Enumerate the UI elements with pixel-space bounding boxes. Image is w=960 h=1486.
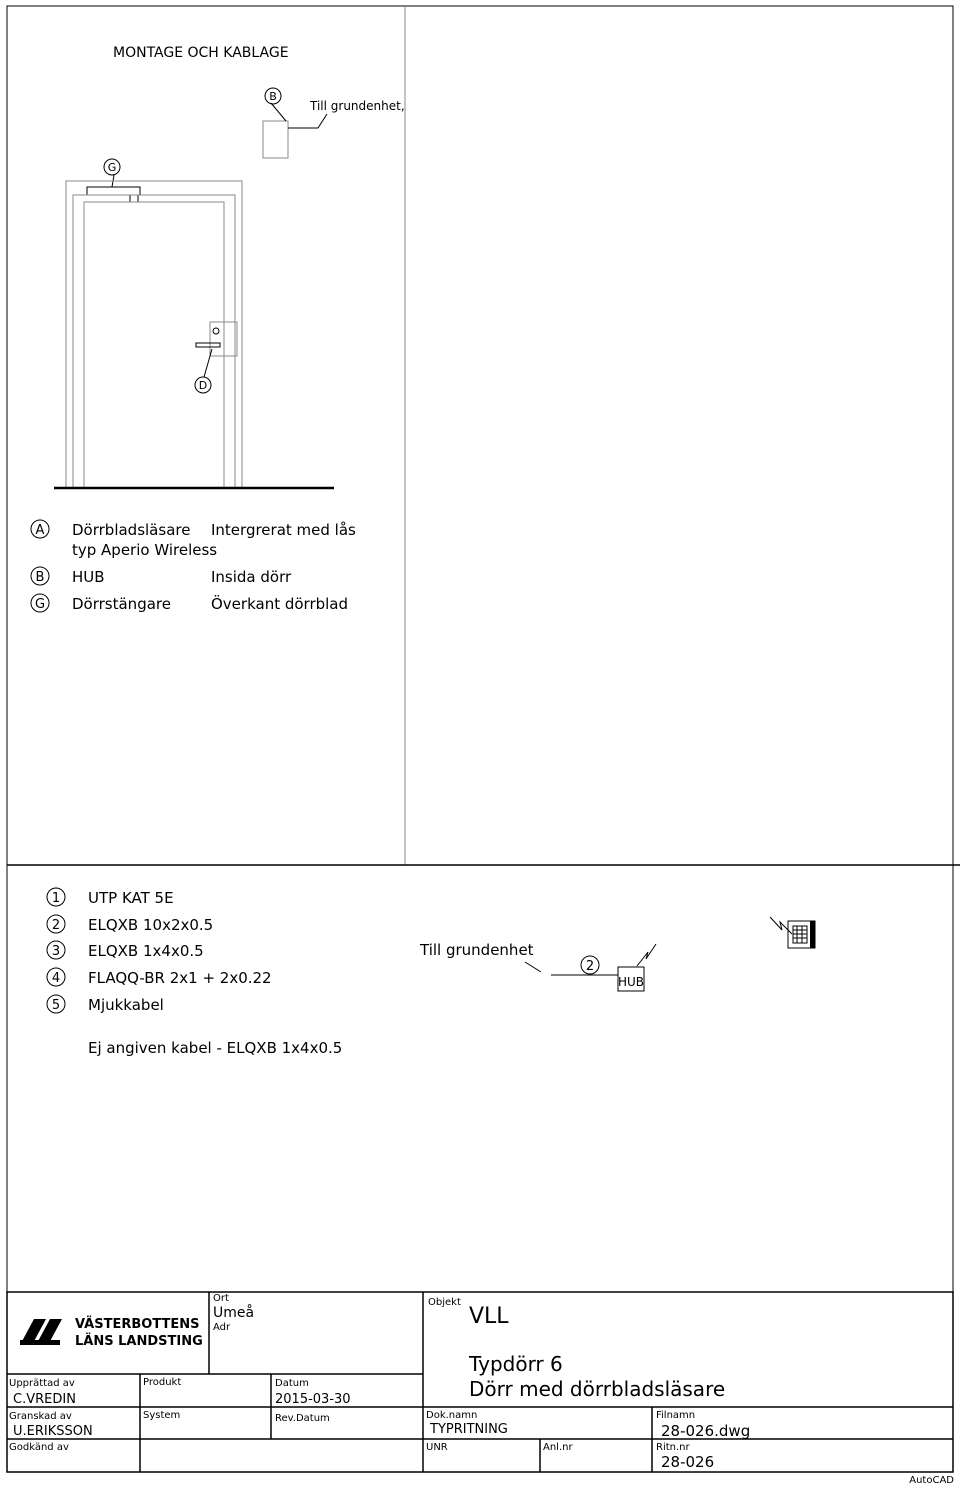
cable-row-2 [47,915,213,934]
door-diagram [54,88,405,488]
autocad-stamp: AutoCAD [909,1475,954,1486]
granskad-value: U.ERIKSSON [13,1424,93,1439]
cable-row-3 [47,941,204,960]
legend-name: Dörrbladsläsare [72,521,191,539]
objekt-value: VLL [469,1304,509,1329]
sheet-frame [7,6,960,1472]
reader-icon [770,917,815,948]
cable-text: ELQXB 10x2x0.5 [88,916,214,934]
title-block [7,1292,953,1472]
godkand-label: Godkänd av [9,1442,69,1453]
legend-name-cont: typ Aperio Wireless [72,541,218,559]
organization-logo [20,1316,203,1349]
callout-d-label: D [198,379,208,392]
produkt-label: Produkt [143,1377,182,1388]
datum-label: Datum [275,1378,309,1389]
datum-value: 2015-03-30 [275,1392,351,1407]
wiring-schematic [419,917,815,991]
revdatum-label: Rev.Datum [275,1413,330,1424]
cable-legend [47,888,342,1057]
objekt-label: Objekt [428,1297,461,1308]
cable-num: 3 [51,944,61,959]
schematic-cable-num: 2 [585,959,595,974]
lock-handle [195,322,237,393]
cable-text: Mjukkabel [88,996,164,1014]
default-cable-note: Ej angiven kabel - ELQXB 1x4x0.5 [88,1039,343,1057]
legend-location: Intergrerat med lås [211,521,356,539]
cable-num: 4 [51,971,61,986]
filnamn-label: Filnamn [656,1410,696,1421]
cable-num: 1 [51,891,61,906]
legend-code: A [35,523,45,538]
cable-text: ELQXB 1x4x0.5 [88,942,204,960]
doknamn-label: Dok.namn [426,1410,478,1421]
legend-location: Överkant dörrblad [211,595,349,613]
drawing-title-line2: Dörr med dörrbladsläsare [469,1377,726,1401]
org-name-line2: LÄNS LANDSTING [75,1334,203,1349]
upprattad-label: Upprättad av [9,1378,75,1389]
ritnr-label: Ritn.nr [656,1442,690,1453]
legend-row-a [31,520,356,559]
legend-row-b [31,567,292,586]
doknamn-value: TYPRITNING [430,1422,508,1437]
hub-symbol-label: HUB [617,975,645,989]
filnamn-value: 28-026.dwg [661,1422,751,1440]
door-frame [66,181,242,488]
drawing-title-line1: Typdörr 6 [469,1352,563,1376]
org-name-line1: VÄSTERBOTTENS [75,1317,200,1332]
hub-unit [263,88,405,158]
cable-num: 5 [51,998,61,1013]
ritnr-value: 28-026 [661,1453,715,1471]
cable-num: 2 [51,918,61,933]
cable-row-5 [47,995,164,1014]
callout-g-label: G [107,161,117,174]
legend-code: G [34,597,46,612]
hub-note: Till grundenhet, [310,99,405,113]
cable-row-1 [47,888,174,907]
schematic-note: Till grundenhet [420,941,534,959]
ort-label: Ort [213,1293,229,1304]
legend-name: Dörrstängare [72,595,171,613]
ort-value: Umeå [213,1305,255,1321]
system-label: System [143,1410,181,1421]
callout-b-label: B [269,90,277,103]
page-title: MONTAGE OCH KABLAGE [113,45,289,61]
granskad-label: Granskad av [9,1411,72,1422]
legend-location: Insida dörr [211,568,292,586]
cable-text: UTP KAT 5E [88,889,174,907]
anlnr-label: Anl.nr [543,1442,573,1453]
adr-label: Adr [213,1322,231,1333]
unr-label: UNR [426,1442,448,1453]
cable-row-4 [47,968,272,987]
component-legend [31,520,356,613]
legend-row-g [31,594,348,613]
legend-code: B [35,570,45,585]
legend-name: HUB [72,568,105,586]
upprattad-value: C.VREDIN [13,1392,76,1407]
cable-text: FLAQQ-BR 2x1 + 2x0.22 [88,969,272,987]
